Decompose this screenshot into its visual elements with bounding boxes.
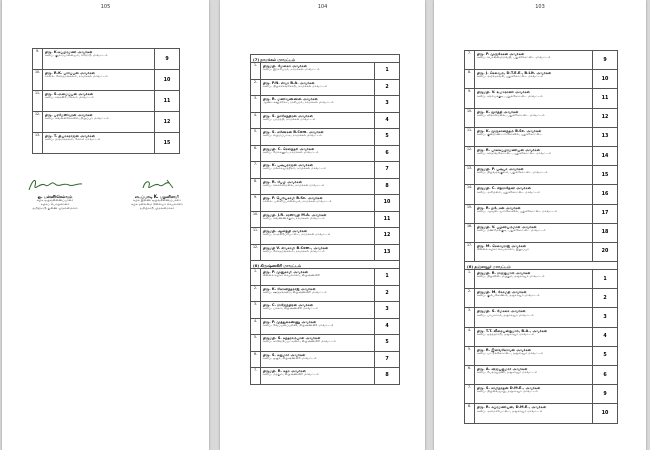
position-number: 10 (163, 77, 171, 83)
member-address: கவிப். திருச்செங்கோடு, நாமக்கல் மாவட்டம் (263, 84, 328, 88)
member-details (261, 228, 375, 244)
serial-number: 7. (251, 368, 261, 384)
position-number: 17 (601, 211, 609, 217)
table-row (250, 302, 400, 319)
position-number: 15 (163, 140, 171, 146)
member-name: திரு. R. பேபி அவர்கள் (263, 179, 302, 184)
member-details (261, 96, 375, 112)
table-row (464, 51, 618, 70)
member-name: திரு. P. முத்துக்கண்ணு அவர்கள் (263, 319, 317, 324)
member-details (475, 224, 593, 242)
position-number: 13 (383, 249, 391, 255)
member-address: கவிப். தாரமங்கலம், சேலம் மாவட்டம் (45, 138, 101, 142)
member-address: கவிப். சங்ககிரி, சேலம் மாவட்டம் (45, 96, 94, 100)
signature-block-right (112, 176, 202, 211)
position-number: 4 (385, 323, 389, 329)
member-details (475, 289, 593, 307)
serial-number: 8. (251, 179, 261, 195)
member-address: கவிப். அறந்தாங்கி, புதுக்கோட்டை மாவட்டம் (477, 75, 544, 79)
serial-number: 10. (465, 109, 475, 127)
member-details (261, 368, 375, 384)
member-address: கவிப். கறம்பக்குடி, புதுக்கோட்டை மாவட்டம் (477, 94, 543, 98)
position-number: 11 (383, 216, 391, 222)
member-name: திருமதி. R. சுதா அவர்கள் (263, 369, 306, 373)
serial-number: 6. (251, 352, 261, 368)
position-number: 2 (603, 295, 607, 301)
district-title: (6) தஞ்சாவூர் மாவட்டம் (467, 264, 511, 270)
serial-number: 10. (251, 212, 261, 228)
serial-number: 8. (465, 404, 475, 422)
serial-number: 10. (33, 70, 43, 90)
member-name: திருமதி. R. ராஜகுமாரி அவர்கள் (477, 271, 531, 276)
signatory-title: தமிழ்நாடு முதலமைச்சர் (139, 205, 175, 210)
member-name: திரு. J. செல்வம், D.T.E.E., B.Lit. அவர்கள் (477, 71, 552, 76)
serial-number: 15. (465, 205, 475, 223)
member-name: திருமதி. V. உமாராணி அவர்கள் (477, 90, 530, 95)
table-row (250, 63, 400, 80)
position-number: 5 (603, 353, 607, 359)
table-row (250, 368, 400, 385)
member-details (475, 270, 593, 288)
member-address: கவிப். ஆவுடையார்கோவில், புதுக்கோட்டை மாவட்டம் (477, 209, 558, 213)
member-address: கவிப். பரமத்தி, நாமக்கல் மாவட்டம் (263, 117, 316, 121)
position-number: 2 (385, 84, 389, 90)
table-row (250, 269, 400, 286)
table-row (464, 128, 618, 147)
member-name: திருமதி. C. சித்ராதேவி அவர்கள் (477, 186, 531, 191)
serial-number: 9. (33, 49, 43, 69)
member-name: திரு. K. மூர்த்தி அவர்கள் (477, 109, 519, 114)
position-number: 6 (603, 372, 607, 378)
member-details (261, 80, 375, 96)
serial-number: 3. (465, 308, 475, 326)
member-name: திரு. R. சுப்ரமணியன், D.M.E., அவர்கள் (477, 405, 547, 410)
table-row (250, 228, 400, 245)
member-address: கவிப். காவேரிப்பட்டினம், கிருஷ்ணகிரி மாவட்டம் (263, 340, 336, 344)
nominee-table (32, 48, 180, 154)
member-details (261, 319, 375, 335)
member-address: கவிப். வேப்பனப்பள்ளி, கிருஷ்ணகிரி மாவட்டம் (263, 323, 334, 327)
member-details (261, 302, 375, 318)
member-details (475, 243, 593, 261)
serial-number: 3. (251, 96, 261, 112)
serial-number: 9. (465, 89, 475, 107)
nominee-table (464, 50, 618, 424)
member-address: கவிப். குன்றாண்டார்கோவில், புதுக்கோட்டை (477, 132, 543, 136)
table-row (464, 328, 618, 347)
position-number: 16 (601, 191, 609, 197)
member-name: திரு. K. கோவிந்தராஜ் அவர்கள் (263, 286, 316, 291)
position-number: 5 (385, 340, 389, 346)
position-number: 3 (385, 307, 389, 313)
handwritten-signature (112, 176, 202, 194)
table-row (250, 129, 400, 146)
member-details (261, 113, 375, 129)
member-name: திரு. P. முருகேசன் அவர்கள் (477, 52, 525, 56)
member-address: கவிப். ஒரத்தநாடு, தஞ்சாவூர் மாவட்டம் (477, 332, 535, 336)
member-details (475, 147, 593, 165)
member-address: ஆண்டகளூர்கேட், ராசிபுரம், நாமக்கல் மாவட்டம் (263, 101, 334, 105)
member-name: திரு. K. புஷ்பராஜன் அவர்கள் (263, 163, 313, 167)
table-row (250, 96, 400, 113)
document-page-103 (434, 0, 646, 450)
table-row (464, 109, 618, 128)
table-row (32, 133, 180, 154)
table-row (250, 286, 400, 303)
member-details (43, 49, 155, 69)
position-number: 18 (601, 230, 609, 236)
signatory-title: கழகப் பொருளாளர் (40, 201, 70, 206)
signatory-name: ஓ. பன்னீர்செல்வம் (37, 194, 73, 199)
member-address: கவிப். பர்கூர், கிருஷ்ணகிரி மாவட்டம் (263, 307, 319, 311)
serial-number: 5. (251, 335, 261, 351)
member-details (475, 109, 593, 127)
position-number: 3 (385, 101, 389, 107)
position-number: 12 (383, 233, 391, 239)
serial-number: 7. (465, 385, 475, 403)
signatory-title: கழக தலைமை நிலையச் செயலாளர் (131, 201, 183, 206)
table-row (464, 270, 618, 289)
page-number: 103 (535, 4, 545, 10)
serial-number: 5. (251, 129, 261, 145)
member-name: திரு. P.N. சிவா B.A. அவர்கள் (263, 80, 315, 85)
table-row (32, 49, 180, 70)
position-number: 1 (603, 276, 607, 282)
member-name: திருமதி. V. பழனியம்மாள் அவர்கள் (477, 224, 537, 229)
member-details (475, 308, 593, 326)
serial-number: 7. (465, 51, 475, 69)
member-name: திருமதி V. சிவகாமி B.Com., அவர்கள் (263, 245, 329, 250)
position-number: 12 (163, 119, 171, 125)
member-address: கவிப். அரிமளம், புதுக்கோட்டை மாவட்டம் (477, 190, 541, 194)
signatory-name: எடப்பாடி K. பழனிசாமி (134, 194, 180, 199)
serial-number: 5. (465, 347, 475, 365)
member-name: திரு. P. முனுசாமி அவர்கள் (263, 270, 309, 274)
serial-number: 2. (251, 80, 261, 96)
position-number: 9 (603, 57, 607, 63)
table-row (32, 91, 180, 112)
member-details (475, 385, 593, 403)
serial-number: 1. (465, 270, 475, 288)
handwritten-signature (10, 176, 100, 194)
member-details (475, 205, 593, 223)
serial-number: 8. (465, 70, 475, 88)
table-row (464, 70, 618, 89)
member-name: திரு. C. ராஜேந்திரன் அவர்கள் (263, 303, 314, 307)
member-address: கவிப். பொன்னமராவதி, புதுக்கோட்டை மாவட்டம் (477, 56, 551, 60)
member-details (261, 335, 375, 351)
member-address: கவிப். அம்மாபேட்டை, தஞ்சாவூர் மாவட்டம் (477, 409, 543, 413)
member-name: திரு. K.சுப்பிரமணி அவர்கள் (45, 50, 93, 54)
member-address: கவிப். பேராவூரணி, தஞ்சாவூர் மாவட்டம் (477, 371, 538, 375)
member-details (261, 269, 375, 285)
position-number: 20 (601, 249, 609, 255)
table-row (250, 245, 400, 262)
signatory-title: கழக இணை ஒருங்கிணைப்பாளர் (133, 198, 181, 202)
member-details (475, 404, 593, 422)
position-number: 8 (385, 373, 389, 379)
position-number: 5 (385, 134, 389, 140)
signatory-title: கழக ஒருங்கிணைப்பாளர் (36, 198, 74, 202)
member-name: திருமதி. S. சுந்தராம்பாள் அவர்கள் (263, 336, 321, 340)
serial-number: 12. (465, 147, 475, 165)
member-details (43, 91, 155, 111)
member-name: திரு. K. முருகானந்தம் B.Sc. அவர்கள் (477, 128, 542, 133)
member-details (261, 195, 375, 211)
section-header (464, 262, 618, 270)
member-details (475, 166, 593, 184)
member-details (261, 212, 375, 228)
table-row (250, 195, 400, 212)
member-name: திரு. R. இளங்கோவன் அவர்கள் (477, 347, 531, 352)
nominee-table (250, 54, 400, 385)
position-number: 1 (385, 68, 389, 74)
serial-number: 4. (465, 328, 475, 346)
member-address: கவிப். ஓசூர், கிருஷ்ணகிரி மாவட்டம் (263, 356, 317, 360)
table-row (250, 319, 400, 336)
member-details (261, 179, 375, 195)
member-address: கவிப். வெண்ணந்தூர், நாமக்கல் மாவட்டம் (263, 216, 325, 220)
member-address: கவிப். இராசிபுரம், நாமக்கல் மாவட்டம் (263, 68, 320, 72)
member-details (475, 51, 593, 69)
member-address: கவிப். மணமேல்குடி, புதுக்கோட்டை மாவட்டம் (477, 228, 546, 232)
member-details (475, 347, 593, 365)
table-row (464, 147, 618, 166)
member-address: கவிப். ஊத்தங்கரை, கிருஷ்ணகிரி மாவட்டம் (263, 290, 327, 294)
member-name: திரு. S. சாமிநாதன் D.M.E., அவர்கள் (477, 386, 541, 391)
member-address: கவிப். குமாரபாளையம், ஈரோடு மாவட்டம் (45, 54, 108, 58)
table-row (250, 212, 400, 229)
member-name: திருமதி. ஆனந்தி அவர்கள் (263, 229, 308, 233)
member-name: திரு. A. விஜயகுமார் அவர்கள் (477, 367, 528, 371)
serial-number: 1. (251, 269, 261, 285)
position-number: 7 (385, 167, 389, 173)
member-details (261, 63, 375, 79)
table-row (464, 366, 618, 385)
table-row (464, 224, 618, 243)
position-number: 13 (601, 134, 609, 140)
position-number: 11 (163, 98, 171, 104)
document-page-105 (2, 0, 209, 450)
member-address: கவிப். வெள்ளகோவில், திருப்பூர் மாவட்டம் (45, 117, 109, 121)
position-number: 2 (385, 290, 389, 296)
serial-number: 17. (465, 243, 475, 261)
position-number: 8 (385, 183, 389, 189)
table-row (32, 112, 180, 133)
member-details (475, 328, 593, 346)
table-row (464, 205, 618, 224)
serial-number: 6. (465, 366, 475, 384)
member-name: திரு. பரமேஸ்வரன் அவர்கள் (45, 113, 93, 117)
table-row (464, 243, 618, 262)
member-name: திரு. P. பெரியசாமி B.Sc. அவர்கள் (263, 196, 323, 200)
member-name: திருமதி. P. புஷ்பா அவர்கள் (477, 167, 524, 172)
member-address: கவிப். மத்தூர், கிருஷ்ணகிரி மாவட்டம் (263, 373, 319, 377)
serial-number: 1. (251, 63, 261, 79)
member-address: கவிப். சேந்தமங்கலம், நாமக்கல் மாவட்டம் (263, 249, 325, 253)
member-name: திரு. S.அமைப்பன் அவர்கள் (45, 92, 94, 96)
table-row (464, 185, 618, 204)
position-number: 4 (603, 334, 607, 340)
district-title: (8) கிருஷ்ணகிரி மாவட்டம் (253, 263, 302, 268)
district-title: (7) நாமக்கல் மாவட்டம் (253, 57, 296, 62)
serial-number: 7. (251, 162, 261, 178)
member-name: திரு. M. செல்வராஜ் அவர்கள் (477, 243, 527, 248)
serial-number: 12. (33, 112, 43, 132)
position-number: 3 (603, 315, 607, 321)
member-name: திரு. R. பாலசுப்பிரமணியன் அவர்கள் (477, 147, 540, 152)
member-details (475, 89, 593, 107)
member-name: திரு. T.T. வீரையன்குமார், B.A., அவர்கள் (477, 328, 548, 333)
serial-number: 2. (465, 289, 475, 307)
position-number: 11 (601, 95, 609, 101)
position-number: 4 (385, 117, 389, 123)
serial-number: 4. (251, 319, 261, 335)
member-address: கவிப். மல்லசமுத்திரம், நாமக்கல் மாவட்டம் (263, 167, 327, 171)
member-details (43, 133, 155, 153)
member-address: கவிப். விராலிமலை, புதுக்கோட்டை மாவட்டம் (477, 113, 545, 117)
position-number: 10 (383, 200, 391, 206)
member-name: திரு. S. சுகுமார் அவர்கள் (263, 352, 306, 357)
member-address: கவிப். கொல்லிமலை, நாமக்கல் மாவட்டம் (263, 183, 325, 187)
member-details (261, 129, 375, 145)
table-row (250, 113, 400, 130)
position-number: 15 (601, 172, 609, 178)
position-number: 9 (165, 56, 169, 62)
serial-number: 11. (251, 228, 261, 244)
serial-number: 11. (465, 128, 475, 146)
page-number: 104 (317, 4, 328, 10)
member-address: கிளைக் கழகச் செயலாளர், இலுப்பூர் (477, 248, 529, 252)
member-address: சாலை. பள்ளிப்பாளையம், நாமக்கல் மாவட்டம் (263, 200, 332, 204)
member-address: கவிப். திருவரங்குளம், புதுக்கோட்டை மாவட்டம் (477, 171, 548, 175)
serial-number: 3. (251, 302, 261, 318)
table-row (464, 89, 618, 108)
member-name: திரு. S. நாகேந்திரன் அவர்கள் (263, 113, 313, 118)
member-name: திரு. R.K. பார்ப்பன் அவர்கள் (45, 71, 95, 75)
serial-number: 16. (465, 224, 475, 242)
member-details (261, 146, 375, 162)
signatory-title: தமிழ்நாடு துணை முதலமைச்சர் (32, 205, 78, 210)
table-row (464, 404, 618, 423)
table-row (464, 289, 618, 308)
member-details (261, 286, 375, 302)
member-address: கவிப். கும்பகோணம், தஞ்சாவூர் மாவட்டம் (477, 294, 540, 298)
member-details (261, 162, 375, 178)
table-row (250, 335, 400, 352)
table-row (464, 166, 618, 185)
table-row (250, 162, 400, 179)
member-name: திரு. T. தியாகராஜன் அவர்கள் (45, 134, 95, 138)
serial-number: 6. (251, 146, 261, 162)
table-row (464, 347, 618, 366)
member-address: கவிப். எருமப்பட்டி, நாமக்கல் மாவட்டம் (263, 134, 322, 138)
member-address: கிளைக் கழகச் செயலாளர், கிருஷ்ணகிரி (263, 274, 320, 278)
position-number: 9 (603, 391, 607, 397)
table-row (250, 80, 400, 97)
position-number: 12 (601, 115, 609, 121)
serial-number: 13. (33, 133, 43, 153)
member-address: கவிப். பாபநாசம், தஞ்சாவூர் மாவட்டம் (477, 313, 534, 317)
member-name: திருமதி. M. கோமதி அவர்கள் (477, 290, 527, 295)
member-details (261, 352, 375, 368)
member-name: திரு. R. மணிவண்ணன் அவர்கள் (263, 97, 318, 101)
table-row (464, 385, 618, 404)
member-address: கவிப். திருவிடைமருதூர், தஞ்சாவூர் மாவட்டம் (477, 275, 545, 279)
member-name: திரு. S. கணேசன் B.Com. அவர்கள் (263, 130, 324, 134)
member-details (475, 185, 593, 203)
member-details (43, 112, 155, 132)
member-name: திருமதி. S. மேகலா அவர்கள் (477, 309, 526, 314)
serial-number: 4. (251, 113, 261, 129)
member-details (475, 70, 593, 88)
member-address: கவிப். திருவையாறு, தஞ்சாவூர் மாவட்டம் (477, 390, 538, 394)
section-header (250, 261, 400, 269)
member-address: கவிப். நாமகிரிப்பேட்டை, நாமக்கல் மாவட்டம் (263, 233, 331, 237)
position-number: 10 (601, 410, 609, 416)
member-name: திரு. R. நடேசன் அவர்கள் (477, 205, 521, 210)
position-number: 10 (601, 76, 609, 82)
position-number: 6 (385, 150, 389, 156)
member-address: சாலை. சேந்தமங்கலம், நாமக்கல் மாவட்டம் (45, 75, 108, 79)
serial-number: 12. (251, 245, 261, 261)
table-row (250, 179, 400, 196)
position-number: 14 (601, 153, 609, 159)
member-address: கவிப். மோகனூர், நாமக்கல் மாவட்டம் (263, 150, 319, 154)
serial-number: 9. (251, 195, 261, 211)
position-number: 1 (385, 274, 389, 280)
table-row (32, 70, 180, 91)
serial-number: 2. (251, 286, 261, 302)
document-page-104 (220, 0, 425, 450)
member-name: திருமதி. C. சௌந்தரி அவர்கள் (263, 146, 315, 151)
member-address: கவிப். கந்தர்வகோட்டை, புதுக்கோட்டை மாவட்டம் (477, 152, 552, 156)
member-details (43, 70, 155, 90)
member-details (475, 128, 593, 146)
member-details (261, 245, 375, 261)
serial-number: 11. (33, 91, 43, 111)
table-row (250, 352, 400, 369)
table-row (464, 308, 618, 327)
serial-number: 14. (465, 185, 475, 203)
section-header (250, 55, 400, 63)
table-row (250, 146, 400, 163)
member-address: கவிப். பட்டுக்கோட்டை, தஞ்சாவூர் மாவட்டம் (477, 352, 544, 356)
member-details (475, 366, 593, 384)
serial-number: 13. (465, 166, 475, 184)
member-name: திருமதி. மேனகா அவர்கள் (263, 64, 307, 68)
member-name: திருமதி. J.R. சரஸ்வதி M.A. அவர்கள் (263, 212, 327, 217)
page-number: 105 (100, 4, 111, 10)
position-number: 7 (385, 356, 389, 362)
signature-block-left (10, 176, 100, 211)
